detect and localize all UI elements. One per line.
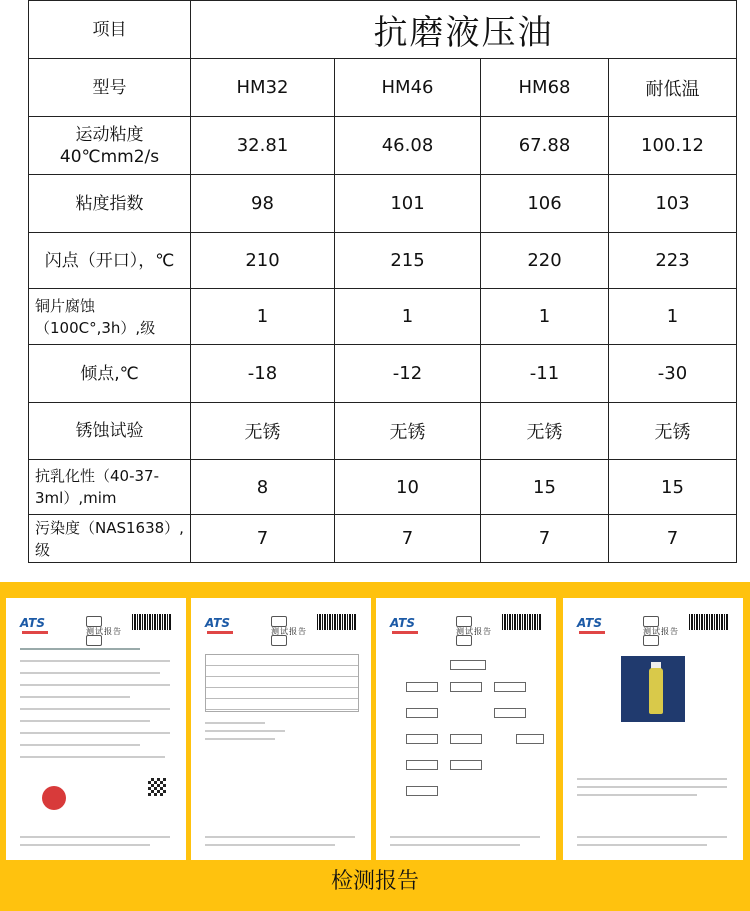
cell: 7 bbox=[335, 515, 481, 563]
product-title: 抗磨液压油 bbox=[191, 1, 737, 59]
report-thumbnail-4 bbox=[563, 598, 743, 860]
cell: 98 bbox=[191, 175, 335, 233]
barcode-icon bbox=[502, 614, 542, 630]
cert-icon bbox=[456, 612, 490, 626]
cell: -30 bbox=[609, 345, 737, 403]
report-title: 测试报告 bbox=[456, 627, 492, 636]
row-label: 铜片腐蚀（100C°,3h）,级 bbox=[29, 289, 191, 345]
cell: 210 bbox=[191, 233, 335, 289]
table-row bbox=[29, 289, 737, 345]
table-row bbox=[29, 233, 737, 289]
barcode-icon bbox=[132, 614, 172, 630]
cell: 7 bbox=[191, 515, 335, 563]
ats-logo: ATS bbox=[390, 616, 415, 630]
cell: 7 bbox=[481, 515, 609, 563]
row-label: 粘度指数 bbox=[29, 175, 191, 233]
header-label: 项目 bbox=[29, 1, 191, 59]
report-title: 测试报告 bbox=[271, 627, 307, 636]
table-row bbox=[29, 175, 737, 233]
table-row bbox=[29, 403, 737, 460]
result-table bbox=[205, 654, 359, 712]
cell: 101 bbox=[335, 175, 481, 233]
ats-logo: ATS bbox=[577, 616, 602, 630]
cert-icon bbox=[271, 612, 305, 626]
report-title: 测试报告 bbox=[86, 627, 122, 636]
row-label: 锈蚀试验 bbox=[29, 403, 191, 460]
report-thumbnail-2 bbox=[191, 598, 371, 860]
report-header bbox=[205, 612, 357, 636]
row-label: 倾点,℃ bbox=[29, 345, 191, 403]
cell: 32.81 bbox=[191, 117, 335, 175]
cell: 220 bbox=[481, 233, 609, 289]
report-caption: 检测报告 bbox=[330, 869, 419, 894]
spec-table bbox=[28, 0, 737, 563]
cell: HM68 bbox=[481, 59, 609, 117]
table-row bbox=[29, 460, 737, 515]
cell: 无锈 bbox=[481, 403, 609, 460]
cell: 67.88 bbox=[481, 117, 609, 175]
cell: 无锈 bbox=[335, 403, 481, 460]
barcode-icon bbox=[317, 614, 357, 630]
cell: -18 bbox=[191, 345, 335, 403]
report-thumbnail-3 bbox=[376, 598, 556, 860]
cell: HM32 bbox=[191, 59, 335, 117]
report-thumbnail-1 bbox=[6, 598, 186, 860]
cell: HM46 bbox=[335, 59, 481, 117]
cell: 15 bbox=[481, 460, 609, 515]
row-label: 型号 bbox=[29, 59, 191, 117]
report-header bbox=[390, 612, 542, 636]
cell: 215 bbox=[335, 233, 481, 289]
cell: 1 bbox=[609, 289, 737, 345]
table-row bbox=[29, 345, 737, 403]
ats-logo: ATS bbox=[20, 616, 45, 630]
cell: 10 bbox=[335, 460, 481, 515]
table-row bbox=[29, 59, 737, 117]
cell: 46.08 bbox=[335, 117, 481, 175]
cell: 1 bbox=[335, 289, 481, 345]
row-label: 抗乳化性（40-37-3ml）,mim bbox=[29, 460, 191, 515]
cell: 100.12 bbox=[609, 117, 737, 175]
cell: 1 bbox=[481, 289, 609, 345]
cell: 15 bbox=[609, 460, 737, 515]
ats-logo: ATS bbox=[205, 616, 230, 630]
cell: 耐低温 bbox=[609, 59, 737, 117]
seal-icon bbox=[42, 786, 66, 810]
cell: -12 bbox=[335, 345, 481, 403]
table-row bbox=[29, 117, 737, 175]
qr-code-icon bbox=[148, 778, 166, 796]
row-label: 污染度（NAS1638）,级 bbox=[29, 515, 191, 563]
cell: 8 bbox=[191, 460, 335, 515]
report-header bbox=[20, 612, 172, 636]
row-label: 闪点（开口），℃ bbox=[29, 233, 191, 289]
cert-icon bbox=[86, 612, 120, 626]
report-header bbox=[577, 612, 729, 636]
cell: 103 bbox=[609, 175, 737, 233]
cert-icon bbox=[643, 612, 677, 626]
cell: 1 bbox=[191, 289, 335, 345]
cell: 106 bbox=[481, 175, 609, 233]
cell: 223 bbox=[609, 233, 737, 289]
row-label: 运动粘度40℃mm2/s bbox=[29, 117, 191, 175]
cell: 7 bbox=[609, 515, 737, 563]
report-title: 测试报告 bbox=[643, 627, 679, 636]
cell: -11 bbox=[481, 345, 609, 403]
cell: 无锈 bbox=[191, 403, 335, 460]
table-row bbox=[29, 1, 737, 59]
barcode-icon bbox=[689, 614, 729, 630]
table-row bbox=[29, 515, 737, 563]
oil-bottle-icon bbox=[649, 668, 663, 714]
cell: 无锈 bbox=[609, 403, 737, 460]
